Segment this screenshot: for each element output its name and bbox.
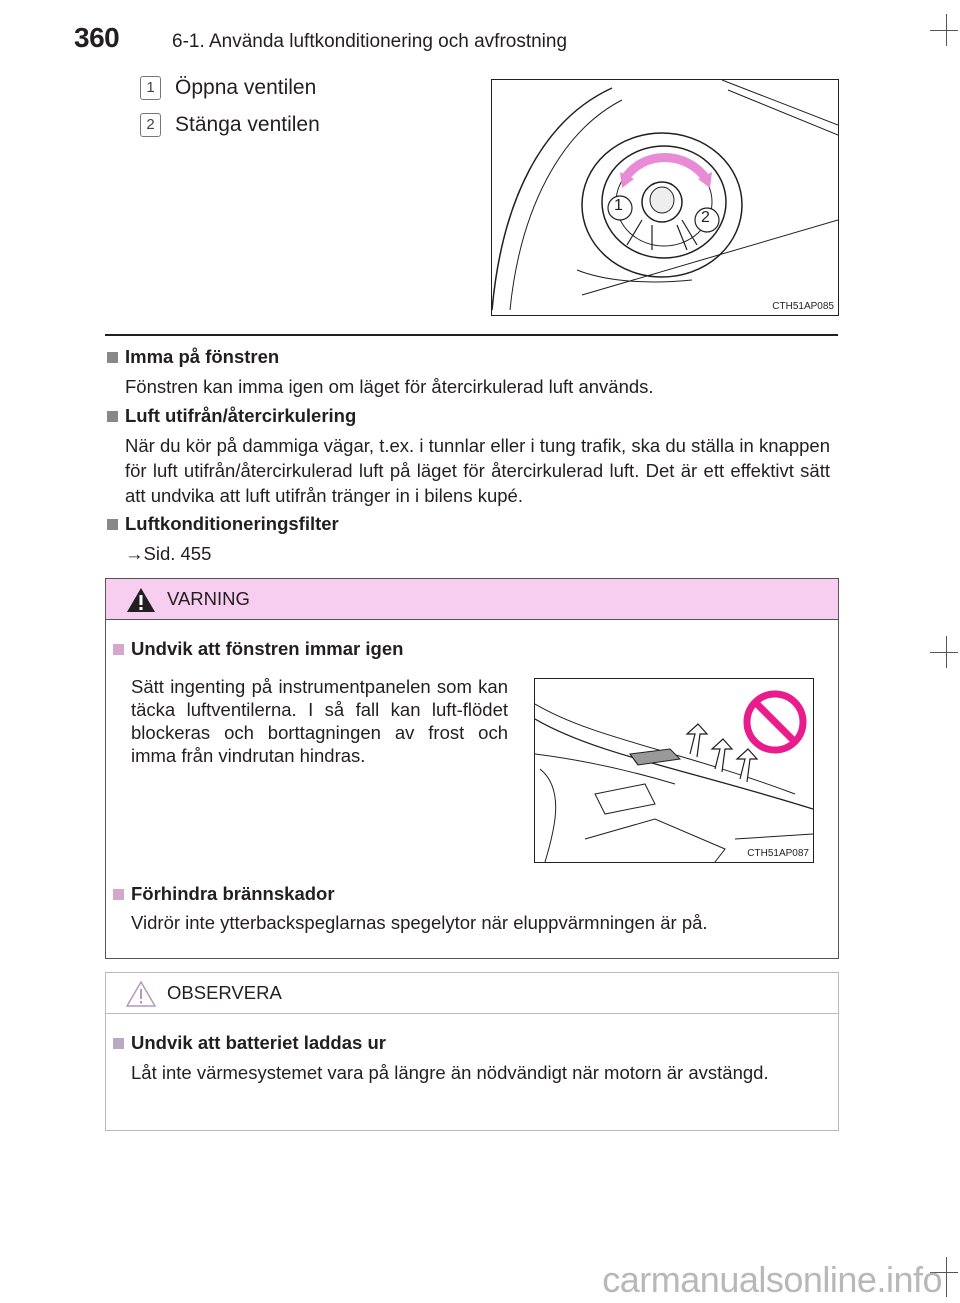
caution-triangle-icon xyxy=(126,981,156,1007)
warning-triangle-icon xyxy=(126,587,156,613)
step-close-vent xyxy=(140,113,320,137)
step-open-vent xyxy=(140,76,316,100)
warning-item-text: Sätt ingenting på instrumentpanelen som kan täcka luftventilerna. I så fall kan luft-flödet blockeras och borttagningen av frost och imma från vindrutan hindras. xyxy=(131,676,508,766)
vent-drawing xyxy=(492,80,838,315)
bullet-square-icon xyxy=(107,519,118,530)
bullet-square-icon xyxy=(113,644,124,655)
note-heading-air-intake: Luft utifrån/återcirkulering xyxy=(107,405,356,427)
dashboard-illustration xyxy=(534,678,814,863)
watermark: carmanualsonline.info xyxy=(602,1259,942,1300)
page-number: 360 xyxy=(74,22,120,53)
notice-item-heading: Undvik att batteriet laddas ur xyxy=(113,1032,386,1054)
crop-mark xyxy=(930,652,958,653)
step-number: 2 xyxy=(140,113,161,137)
section-title: 6-1. Använda luftkonditionering och avfrostning xyxy=(172,31,568,52)
bullet-square-icon xyxy=(107,352,118,363)
warning-header xyxy=(106,579,838,620)
bullet-square-icon xyxy=(107,411,118,422)
warning-item-text: Vidrör inte ytterbackspeglarnas spegelytor när eluppvärmningen är på. xyxy=(131,912,708,933)
dashboard-drawing xyxy=(535,679,813,862)
warning-item-heading: Undvik att fönstren immar igen xyxy=(113,638,403,660)
note-heading-filter: Luftkonditioneringsfilter xyxy=(107,513,339,535)
crop-mark xyxy=(946,1257,947,1297)
warning-item-heading: Förhindra brännskador xyxy=(113,883,335,905)
note-text-fogging: Fönstren kan imma igen om läget för återcirkulerad luft används. xyxy=(125,376,654,397)
step-text: Öppna ventilen xyxy=(175,76,317,99)
warning-label: VARNING xyxy=(167,588,250,609)
callout-1: 1 xyxy=(614,197,623,214)
warning-box xyxy=(105,578,839,959)
notice-header xyxy=(106,973,838,1014)
note-heading-fogging: Imma på fönstren xyxy=(107,346,279,368)
note-text-air-intake: När du kör på dammiga vägar, t.ex. i tunnlar eller i tung trafik, ska du ställa in knappen för luft utifrån/återcirkulerad luft på läget för återcirkulerad luft. Det är ett effektivt sätt att undvika att luft utifrån tränger in i bilens kupé. xyxy=(125,435,830,506)
page-reference-link[interactable]: →Sid. 455 xyxy=(125,543,212,564)
crop-mark xyxy=(930,30,958,31)
notice-item-text: Låt inte värmesystemet vara på längre än nödvändigt när motorn är avstängd. xyxy=(131,1062,769,1083)
step-number: 1 xyxy=(140,76,161,100)
step-text: Stänga ventilen xyxy=(175,113,320,136)
bullet-square-icon xyxy=(113,1038,124,1049)
bullet-square-icon xyxy=(113,889,124,900)
section-divider xyxy=(105,334,838,336)
vent-illustration xyxy=(491,79,839,316)
notice-label: OBSERVERA xyxy=(167,982,282,1003)
notice-box xyxy=(105,972,839,1131)
figure-code: CTH51AP087 xyxy=(747,848,809,859)
figure-code: CTH51AP085 xyxy=(772,301,834,312)
callout-2: 2 xyxy=(701,209,710,226)
